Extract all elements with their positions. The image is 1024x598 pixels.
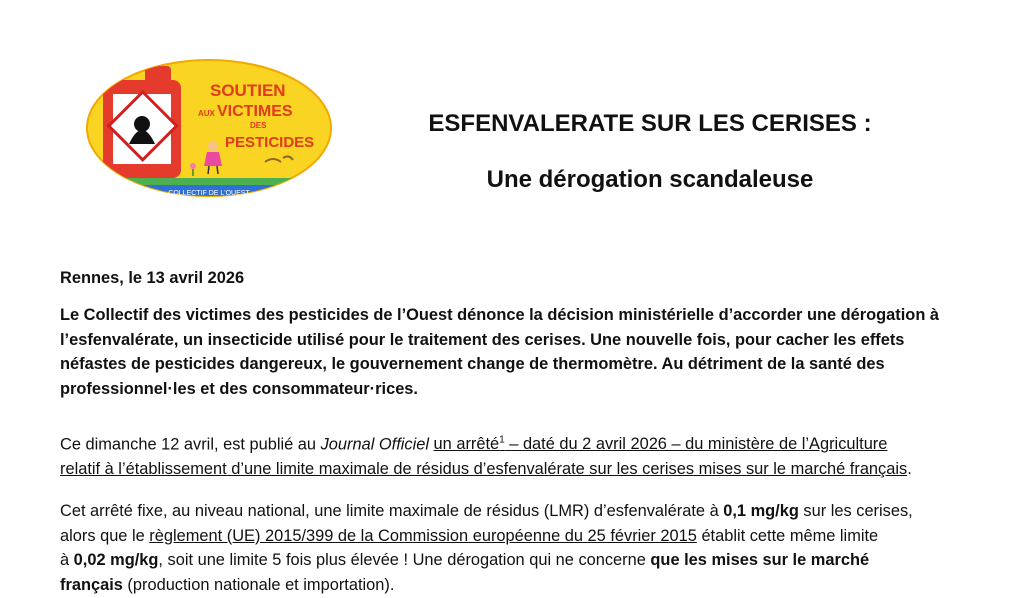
paragraph-lmr — [60, 499, 1015, 597]
footnote-marker: 1 — [499, 435, 505, 446]
text-span: à — [60, 551, 74, 569]
logo-text-des: DES — [250, 121, 267, 130]
text-span: Cet arrêté fixe, au niveau national, une limite maximale de résidus (LMR) d’esfenvalérate à — [60, 502, 724, 520]
arrete-title-link[interactable]: relatif à l’établissement d’une limite maximale de résidus d’esfenvalérate sur les cerises mises sur le marché français — [60, 459, 908, 478]
page-subtitle: Une dérogation scandaleuse — [486, 166, 814, 193]
paragraph-line — [60, 524, 1015, 549]
paragraph-arrete — [60, 429, 1015, 481]
dateline: Rennes, le 13 avril 2026 — [60, 269, 245, 287]
logo-text-victimes: VICTIMES — [217, 103, 293, 120]
bold-phrase: français — [60, 575, 123, 594]
eu-regulation-link[interactable]: règlement (UE) 2015/399 de la Commission européenne du 25 février 2015 — [149, 526, 697, 545]
paragraph-line — [60, 548, 1015, 573]
page-title: ESFENVALERATE SUR LES CERISES : — [428, 110, 872, 137]
link-text: un arrêté — [433, 435, 500, 454]
intro-line: néfastes de pesticides dangereux, le gouvernement change de thermomètre. Au détriment de la santé des — [60, 355, 885, 373]
link-text: – daté du 2 avril 2026 – du ministère de l’Agriculture — [504, 435, 888, 454]
text-span: établit cette même limite — [696, 526, 879, 545]
arrete-link[interactable] — [434, 435, 888, 453]
paragraph-line — [60, 573, 1015, 598]
logo-text-aux: AUX — [198, 109, 215, 118]
logo-footer-text: COLLECTIF DE L'OUEST — [168, 190, 250, 197]
logo-text-pesticides: PESTICIDES — [225, 134, 315, 151]
paragraph-line — [60, 457, 1015, 482]
paragraph-line — [60, 429, 1015, 457]
intro-line: Le Collectif des victimes des pesticides de l’Ouest dénonce la décision ministérielle d’accorder une dérogation à — [60, 306, 939, 324]
eu-limit-value: 0,02 mg/kg — [73, 551, 159, 569]
collectif-logo — [85, 58, 333, 198]
text-span: alors que le — [60, 526, 150, 545]
paragraph-line — [60, 499, 1015, 524]
logo-graphic — [85, 58, 333, 198]
text-span: , soit une limite 5 fois plus élevée ! Une dérogation qui ne concerne — [158, 551, 651, 569]
national-limit-value: 0,1 mg/kg — [723, 502, 799, 520]
bold-phrase: que les mises sur le marché — [650, 551, 870, 569]
text-span: Ce dimanche 12 avril, est publié au — [60, 435, 321, 454]
journal-officiel-text: Journal Officiel — [320, 435, 429, 454]
text-span: sur les cerises, — [798, 502, 913, 520]
text-span: (production nationale et importation). — [122, 575, 395, 594]
intro-line: professionnel·les et des consommateur·rices. — [60, 379, 418, 398]
logo-text-soutien: SOUTIEN — [210, 81, 286, 100]
intro-paragraph — [60, 303, 1015, 401]
text-span: . — [907, 459, 912, 478]
intro-line: l’esfenvalérate, un insecticide utilisé pour le traitement des cerises. Une nouvelle fois, pour cacher les effets — [60, 330, 905, 349]
